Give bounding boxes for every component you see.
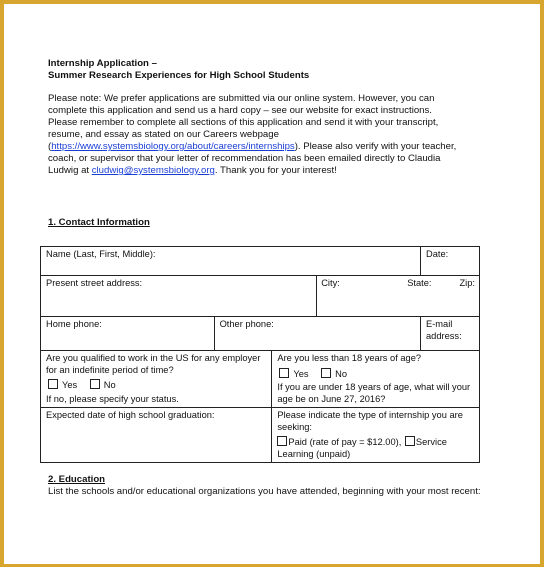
work-no-label: No — [103, 380, 116, 390]
graduation-date-field[interactable] — [41, 408, 272, 463]
other-phone-field[interactable] — [214, 317, 420, 351]
note-line — [48, 141, 484, 153]
contact-form-table — [40, 246, 480, 463]
note-paren: ( — [48, 141, 52, 152]
service-learning-checkbox[interactable] — [405, 436, 415, 446]
home-phone-label: Home phone: — [46, 319, 102, 329]
age-yes-label: Yes — [293, 368, 309, 379]
city-label: City: — [321, 278, 340, 288]
home-phone-field[interactable] — [41, 317, 215, 351]
education-section — [48, 474, 484, 498]
work-yes-checkbox[interactable] — [48, 379, 58, 389]
email-label: E-mail — [426, 319, 453, 329]
age-options — [279, 368, 476, 381]
street-address-field[interactable] — [41, 276, 317, 317]
note-line: complete this application and send us a hard copy – see our website for exact instructions. — [48, 105, 432, 116]
work-status-prompt: If no, please specify your status. — [46, 393, 179, 404]
note-line — [48, 165, 484, 177]
note-line: Please remember to complete all sections of this application and send it with your transcript, — [48, 117, 439, 128]
note-line: coach, or supervisor that your letter of recommendation has been emailed directly to Claudia — [48, 153, 441, 164]
title-line-1: Internship Application – — [48, 58, 157, 69]
careers-link[interactable]: https://www.systemsbiology.org/about/careers/internships — [51, 141, 295, 152]
service-learning-label-cont: Learning (unpaid) — [277, 448, 351, 459]
service-learning-label: Service — [415, 437, 447, 447]
street-label: Present street address: — [46, 278, 143, 288]
work-no-checkbox[interactable] — [90, 379, 100, 389]
work-eligibility-field — [41, 351, 272, 408]
email-label: address: — [426, 330, 462, 341]
graduation-label: Expected date of high school graduation: — [46, 410, 215, 420]
paid-checkbox[interactable] — [277, 436, 287, 446]
city-state-zip-field[interactable] — [317, 276, 480, 317]
age-no-label: No — [335, 368, 348, 379]
date-label: Date: — [426, 249, 449, 259]
zip-label: Zip: — [459, 278, 475, 288]
date-field[interactable] — [421, 247, 480, 276]
age-field — [272, 351, 480, 408]
name-label: Name (Last, First, Middle): — [46, 249, 156, 259]
name-field[interactable] — [41, 247, 421, 276]
note-text: . Thank you for your interest! — [214, 165, 337, 176]
note-line: resume, and essay as stated on our Careers webpage — [48, 129, 279, 140]
internship-type-question: Please indicate the type of internship you are seeking: — [277, 410, 463, 432]
note-text: Ludwig at — [48, 165, 92, 176]
application-intro — [48, 58, 484, 229]
age-followup-question: If you are under 18 years of age, what will your age be on June 27, 2016? — [277, 382, 471, 404]
email-field[interactable] — [421, 317, 480, 351]
age-yes-checkbox[interactable] — [279, 368, 289, 378]
contact-heading: 1. Contact Information — [48, 217, 150, 228]
internship-type-field — [272, 408, 480, 463]
age-question: Are you less than 18 years of age? — [277, 353, 422, 363]
education-heading: 2. Education — [48, 474, 106, 485]
email-link[interactable]: cludwig@systemsbiology.org — [91, 165, 215, 176]
age-no-checkbox[interactable] — [321, 368, 331, 378]
education-instructions: List the schools and/or educational organizations you have attended, beginning with your most recent: — [48, 486, 481, 497]
other-phone-label: Other phone: — [219, 319, 274, 329]
note-text: ). Please also verify with your teacher, — [294, 141, 457, 152]
form-title — [48, 58, 484, 82]
internship-type-options — [277, 436, 476, 449]
paid-label: Paid (rate of pay = $12.00), — [288, 437, 402, 447]
instructions-note — [48, 93, 484, 177]
note-line: Please note: We prefer applications are submitted via our online system. However, you can — [48, 93, 435, 104]
title-line-2: Summer Research Experiences for High School Students — [48, 70, 310, 81]
work-yes-label: Yes — [62, 380, 78, 390]
work-eligibility-question: Are you qualified to work in the US for any employer for an indefinite period of time? — [46, 353, 261, 375]
work-eligibility-options — [48, 379, 268, 392]
state-label: State: — [407, 278, 432, 288]
